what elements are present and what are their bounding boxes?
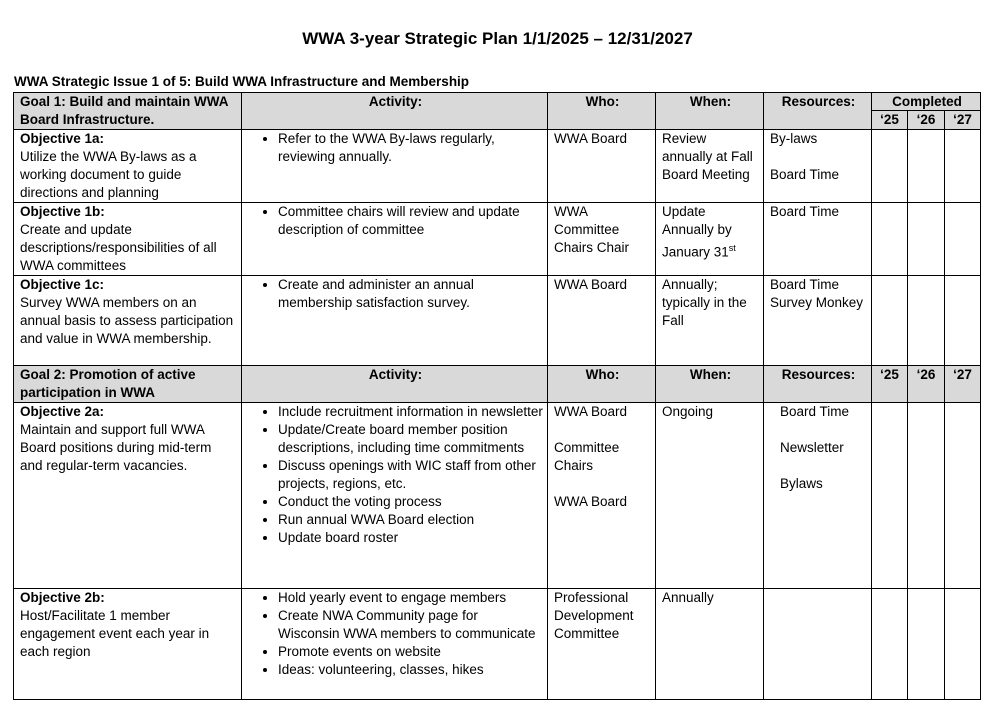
resources-cell [764, 130, 872, 203]
completed-27-cell[interactable] [945, 589, 981, 700]
goal2-title: Goal 2: Promotion of active participation in WWA [14, 366, 242, 403]
when-cell [656, 203, 764, 276]
activity-item: • Update/Create board member position descriptions, including time commitments [278, 421, 543, 457]
resource-item: Board Time [770, 277, 840, 292]
objective-cell [14, 589, 242, 700]
when-cell: Annually; typically in the Fall [656, 276, 764, 366]
who-header: Who: [548, 93, 656, 130]
activity-cell [242, 130, 548, 203]
goal2-header-row [14, 366, 981, 403]
activity-cell [242, 589, 548, 700]
strategic-plan-table [13, 92, 981, 700]
completed-25-cell[interactable] [872, 589, 908, 700]
objective-text: Host/Facilitate 1 member engagement event each year in each region [20, 608, 210, 659]
objective-label: Objective 1a: [20, 131, 105, 146]
when-cell: Review annually at Fall Board Meeting [656, 130, 764, 203]
completed-27-cell[interactable] [945, 130, 981, 203]
when-text: Update Annually by January 31 [662, 204, 732, 260]
objective-cell [14, 130, 242, 203]
completed-27-cell[interactable] [945, 403, 981, 589]
completed-26-cell[interactable] [908, 589, 945, 700]
activity-item: • Run annual WWA Board election [278, 511, 543, 529]
activity-header: Activity: [242, 366, 548, 403]
activity-item: • Discuss openings with WIC staff from other projects, regions, etc. [278, 457, 543, 493]
objective-row [14, 403, 981, 589]
resource-item: Board Time [770, 167, 840, 182]
when-cell: Annually [656, 589, 764, 700]
completed-27-cell[interactable] [945, 203, 981, 276]
completed-26-cell[interactable] [908, 203, 945, 276]
completed-25-cell[interactable] [872, 276, 908, 366]
year-25-header: ‘25 [872, 111, 908, 130]
objective-label: Objective 1c: [20, 277, 105, 292]
activity-cell [242, 276, 548, 366]
who-cell: WWA Committee Chairs Chair [548, 203, 656, 276]
goal1-title: Goal 1: Build and maintain WWA Board Infrastructure. [14, 93, 242, 130]
activity-item: • Committee chairs will review and update description of committee [278, 203, 543, 239]
who-header: Who: [548, 366, 656, 403]
completed-26-cell[interactable] [908, 403, 945, 589]
completed-26-cell[interactable] [908, 130, 945, 203]
objective-text: Survey WWA members on an annual basis to assess participation and value in WWA membership. [20, 295, 234, 346]
activity-item: • Hold yearly event to engage members [278, 589, 543, 607]
when-cell: Ongoing [656, 403, 764, 589]
objective-cell [14, 276, 242, 366]
resource-item: Newsletter [780, 440, 844, 455]
goal1-header-row [14, 93, 981, 111]
resources-header: Resources: [764, 366, 872, 403]
year-26-header: ‘26 [908, 111, 945, 130]
activity-item: • Include recruitment information in newsletter [278, 403, 543, 421]
activity-item: • Create NWA Community page for Wisconsin WWA members to communicate [278, 607, 543, 643]
who-cell: WWA Board [548, 130, 656, 203]
issue-heading: WWA Strategic Issue 1 of 5: Build WWA Infrastructure and Membership [14, 74, 470, 89]
document-title: WWA 3-year Strategic Plan 1/1/2025 – 12/31/2027 [302, 29, 693, 48]
objective-text: Maintain and support full WWA Board positions during mid-term and regular-term vacancies. [20, 422, 212, 473]
year-27-header: ‘27 [945, 366, 981, 403]
objective-label: Objective 1b: [20, 204, 105, 219]
who-cell [548, 403, 656, 589]
completed-27-cell[interactable] [945, 276, 981, 366]
objective-row [14, 203, 981, 276]
completed-25-cell[interactable] [872, 130, 908, 203]
resource-item: Survey Monkey [770, 295, 864, 310]
year-25-header: ‘25 [872, 366, 908, 403]
when-header: When: [656, 366, 764, 403]
completed-header: Completed [872, 93, 981, 111]
activity-item: • Ideas: volunteering, classes, hikes [278, 661, 543, 679]
year-27-header: ‘27 [945, 111, 981, 130]
when-header: When: [656, 93, 764, 130]
activity-item: • Refer to the WWA By-laws regularly, reviewing annually. [278, 130, 543, 166]
activity-cell [242, 403, 548, 589]
objective-label: Objective 2a: [20, 404, 105, 419]
year-26-header: ‘26 [908, 366, 945, 403]
who-item: Committee Chairs [554, 440, 620, 473]
objective-row [14, 130, 981, 203]
objective-text: Utilize the WWA By-laws as a working document to guide directions and planning [20, 149, 197, 200]
completed-26-cell[interactable] [908, 276, 945, 366]
resource-item: Board Time [770, 204, 840, 219]
objective-row [14, 589, 981, 700]
activity-cell [242, 203, 548, 276]
who-cell: Professional Development Committee [548, 589, 656, 700]
objective-label: Objective 2b: [20, 590, 105, 605]
activity-item: • Create and administer an annual membership satisfaction survey. [278, 276, 543, 312]
objective-cell [14, 403, 242, 589]
resources-cell [764, 403, 872, 589]
activity-item: • Promote events on website [278, 643, 543, 661]
resource-item: Board Time [780, 404, 850, 419]
activity-item: • Conduct the voting process [278, 493, 543, 511]
resource-item: Bylaws [780, 476, 823, 491]
who-item: WWA Board [554, 404, 628, 419]
resources-cell [764, 203, 872, 276]
activity-header: Activity: [242, 93, 548, 130]
completed-25-cell[interactable] [872, 203, 908, 276]
objective-cell [14, 203, 242, 276]
completed-25-cell[interactable] [872, 403, 908, 589]
who-item: WWA Board [554, 494, 628, 509]
resources-cell [764, 276, 872, 366]
objective-row [14, 276, 981, 366]
when-superscript: st [728, 243, 736, 253]
objective-text: Create and update descriptions/responsibilities of all WWA committees [20, 222, 217, 273]
resources-header: Resources: [764, 93, 872, 130]
resource-item: By-laws [770, 131, 818, 146]
resources-cell [764, 589, 872, 700]
activity-item: • Update board roster [278, 529, 543, 547]
who-cell: WWA Board [548, 276, 656, 366]
